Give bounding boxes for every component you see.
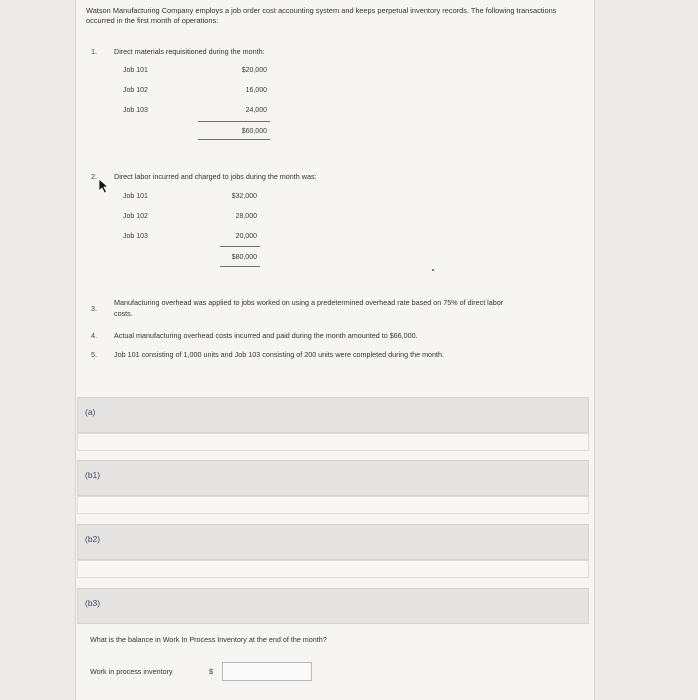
job-label: Job 102: [123, 213, 148, 220]
section-label: (b1): [85, 470, 101, 480]
wip-balance-input[interactable]: [222, 662, 312, 681]
section-a-body: [77, 433, 589, 451]
item-text: Direct labor incurred and charged to jobs during the month was:: [114, 172, 317, 181]
item-text: Actual manufacturing overhead costs incurred and paid during the month amounted to $66,000.: [114, 331, 418, 340]
section-b2-body: [77, 560, 589, 578]
stray-mark: [432, 269, 434, 271]
section-b1-header[interactable]: [77, 460, 589, 496]
section-b3-header[interactable]: [77, 588, 589, 624]
question-text: What is the balance in Work In Process Inventory at the end of the month?: [90, 635, 327, 644]
subtotal-rule: [198, 121, 270, 122]
problem-intro: Watson Manufacturing Company employs a job order cost accounting system and keeps perpetual inventory records. The following transactions occurred in the first month of operations:: [86, 6, 557, 25]
subtotal-rule: [220, 246, 260, 247]
item-number: 3.: [91, 304, 97, 313]
job-label: Job 103: [123, 233, 148, 240]
total-rule: [198, 139, 270, 140]
job-amount: 20,000: [235, 233, 257, 240]
section-b1-body: [77, 496, 589, 514]
item-text-continued: costs.: [114, 309, 133, 318]
job-label: Job 101: [123, 193, 148, 200]
section-a-header[interactable]: [77, 397, 589, 433]
section-label: (b3): [85, 598, 101, 608]
item-number: 1.: [91, 47, 97, 56]
job-label: Job 103: [123, 107, 148, 114]
item-number: 4.: [91, 331, 97, 340]
mouse-cursor-icon: [98, 178, 110, 194]
item-text: Manufacturing overhead was applied to jobs worked on using a predetermined overhead rate based on 75% of direct labor: [114, 298, 504, 307]
job-label: Job 101: [123, 67, 148, 74]
item-text: Direct materials requisitioned during the month:: [114, 47, 265, 56]
job-amount: 28,000: [235, 213, 257, 220]
job-label: Job 102: [123, 87, 148, 94]
total-amount: $60,000: [241, 128, 267, 135]
job-amount: 16,000: [245, 87, 267, 94]
total-rule: [220, 266, 260, 267]
wip-label: Work in process inventory: [90, 667, 173, 676]
item-number: 2.: [91, 172, 97, 181]
section-label: (b2): [85, 534, 101, 544]
section-label: (a): [85, 407, 96, 417]
item-text: Job 101 consisting of 1,000 units and Job 103 consisting of 200 units were completed during the month.: [114, 350, 445, 359]
job-amount: $20,000: [241, 67, 267, 74]
item-number: 5.: [91, 350, 97, 359]
currency-symbol: $: [209, 667, 213, 676]
total-amount: $80,000: [231, 254, 257, 261]
job-amount: $32,000: [231, 193, 257, 200]
job-amount: 24,000: [245, 107, 267, 114]
section-b2-header[interactable]: [77, 524, 589, 560]
